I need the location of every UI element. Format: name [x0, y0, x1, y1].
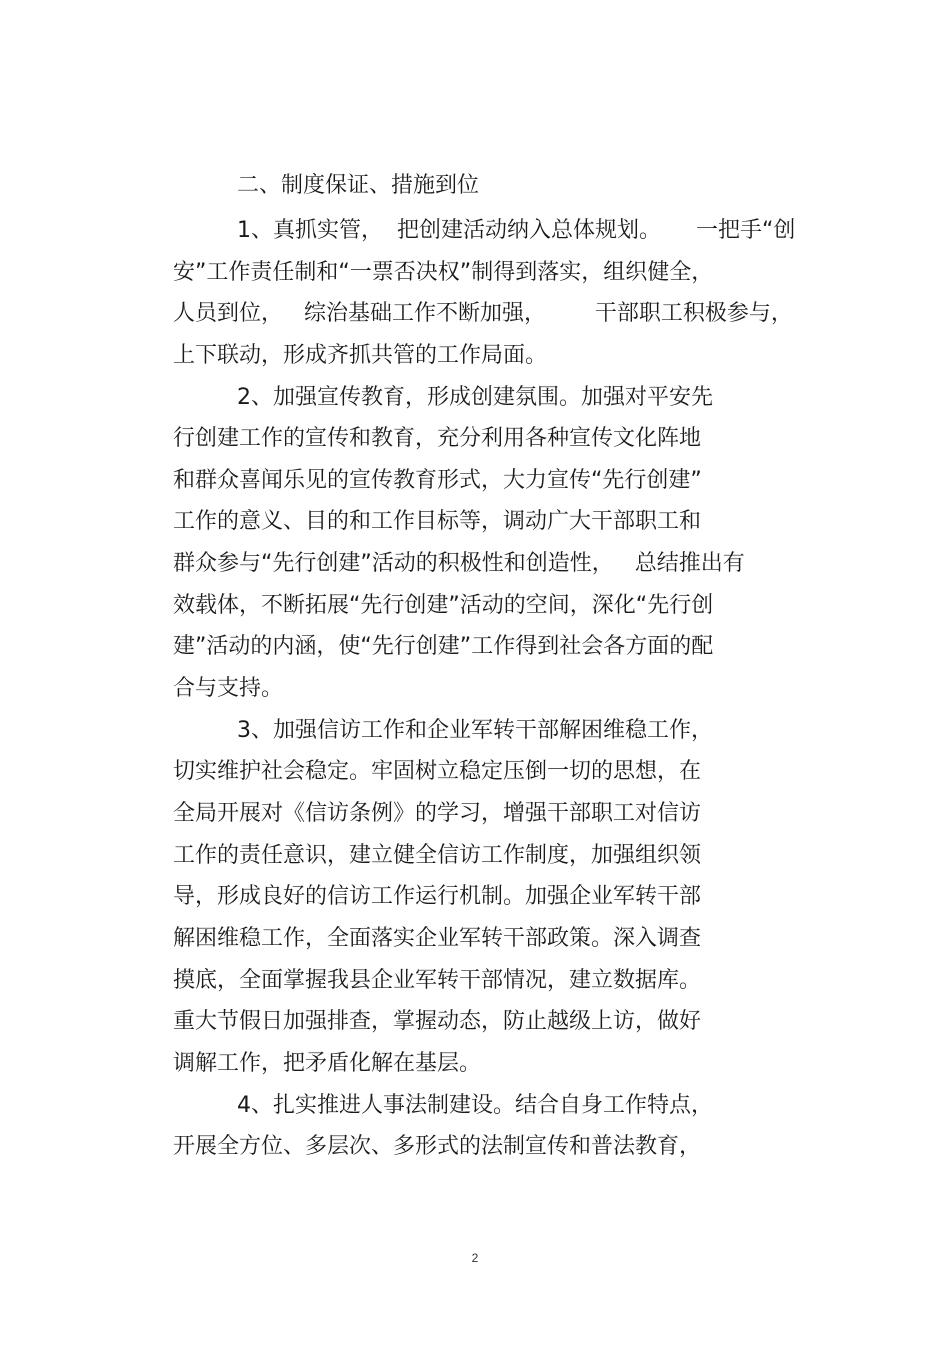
paragraph-2-line-8: 合与支持。	[173, 676, 284, 701]
paragraph-4-line-1: 4、扎实推进人事法制建设。结合自身工作特点，	[237, 1093, 713, 1118]
paragraph-3-line-3: 全局开展对《信访条例》的学习，增强干部职工对信访	[173, 801, 702, 826]
paragraph-3-line-8: 重大节假日加强排查，掌握动态，防止越级上访，做好	[173, 1009, 702, 1034]
paragraph-1-line-1: 1、真抓实管， 把创建活动纳入总体规划。 一把手“创	[237, 218, 796, 243]
paragraph-2-line-5: 群众参与“先行创建”活动的积极性和创造性， 总结推出有	[173, 551, 745, 576]
paragraph-1-line-4: 上下联动，形成齐抓共管的工作局面。	[173, 343, 548, 368]
paragraph-3-line-1: 3、加强信访工作和企业军转干部解困维稳工作，	[237, 718, 713, 743]
paragraph-3-line-6: 解困维稳工作，全面落实企业军转干部政策。深入调查	[173, 926, 702, 951]
paragraph-2-line-7: 建”活动的内涵，使“先行创建”工作得到社会各方面的配	[173, 634, 714, 659]
paragraph-1-line-2: 安”工作责任制和“一票否决权”制得到落实，组织健全，	[173, 260, 714, 285]
paragraph-3-line-9: 调解工作，把矛盾化解在基层。	[173, 1051, 482, 1076]
section-heading: 二、制度保证、措施到位	[237, 173, 480, 198]
paragraph-2-line-2: 行创建工作的宣传和教育，充分利用各种宣传文化阵地	[173, 426, 702, 451]
paragraph-2-line-3: 和群众喜闻乐见的宣传教育形式，大力宣传“先行创建”	[173, 468, 702, 493]
paragraph-2-line-6: 效载体，不断拓展“先行创建”活动的空间，深化“先行创	[173, 593, 714, 618]
page-number: 2	[471, 1251, 479, 1265]
paragraph-1-line-3: 人员到位， 综治基础工作不断加强， 干部职工积极参与，	[173, 301, 793, 326]
paragraph-2-line-1: 2、加强宣传教育，形成创建氛围。加强对平安先	[237, 385, 713, 410]
paragraph-2-line-4: 工作的意义、目的和工作目标等，调动广大干部职工和	[173, 509, 702, 534]
paragraph-4-line-2: 开展全方位、多层次、多形式的法制宣传和普法教育，	[173, 1134, 702, 1159]
paragraph-3-line-2: 切实维护社会稳定。牢固树立稳定压倒一切的思想，在	[173, 759, 702, 784]
paragraph-3-line-4: 工作的责任意识，建立健全信访工作制度，加强组织领	[173, 843, 702, 868]
paragraph-3-line-7: 摸底，全面掌握我县企业军转干部情况，建立数据库。	[173, 968, 702, 993]
paragraph-3-line-5: 导，形成良好的信访工作运行机制。加强企业军转干部	[173, 884, 702, 909]
